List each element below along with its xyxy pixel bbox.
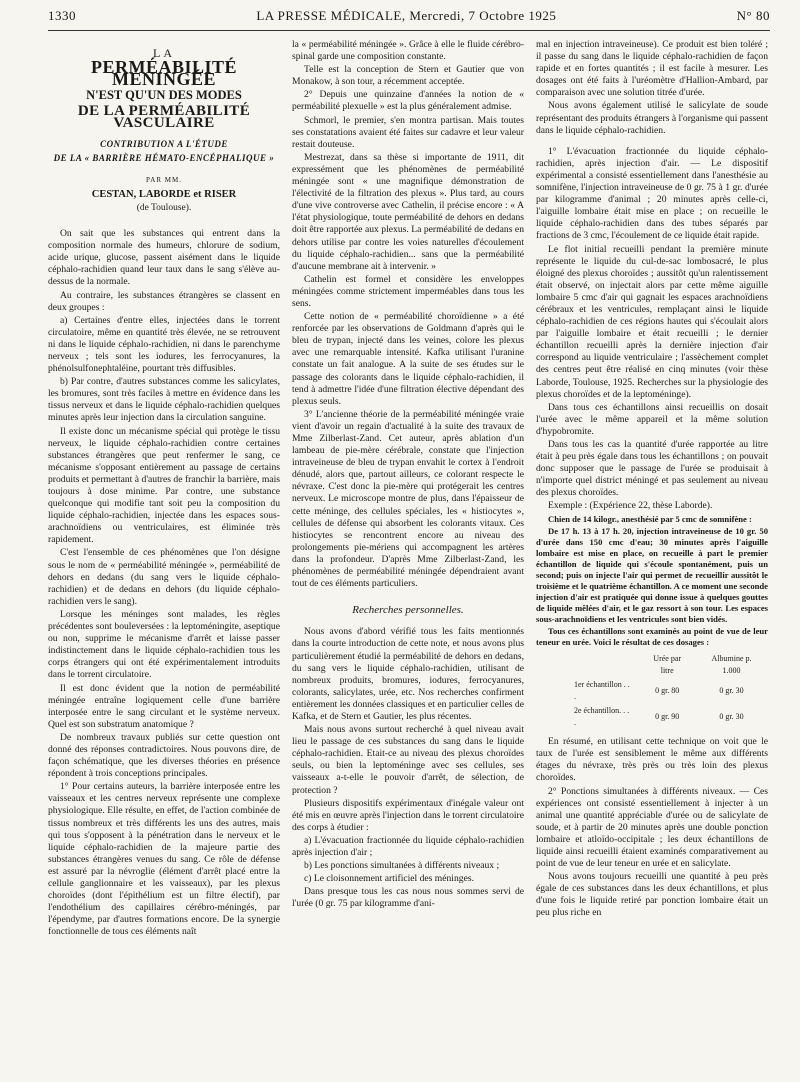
contribution-line-1: CONTRIBUTION A L'ÉTUDE xyxy=(100,138,228,149)
paragraph: b) Par contre, d'autres substances comme les salicylates, les bromures, sont très faciles à mettre en évidence dans les tissus nerveux et dans le liquide céphalo-rachidien quelques minutes après leur injection dans la circulation sanguine. xyxy=(48,376,280,424)
paragraph: 1° L'évacuation fractionnée du liquide céphalo-rachidien, après injection d'air. — Le dispositif expérimental a consisté essentiellement dans l'anesthésie au somnifène, l'injection intraveineuse de 0 gr. 75 à 1 gr. d'urée par kilogramme d'animal ; 20 minutes après celle-ci, l'aiguille lombaire était mise en place ; on recueille le liquide céphalo-rachidien dans des tubes séparés par fractions de 3 cmc, l'écoulement de ce liquide était rapide. xyxy=(536,145,768,242)
paragraph: Mais nous avons surtout recherché à quel niveau avait lieu le passage de ces substances du sang dans le liquide céphalo-rachidien. Etait-ce au niveau des plexus choroïdes seuls, ou bien la leptoméninge avec ses cellules, ses vaisseaux a-t-elle le pouvoir d'arrêt, de sélection, de protection ? xyxy=(292,724,524,796)
paragraph: a) Certaines d'entre elles, injectées dans le torrent circulatoire, même en quantité très élevée, ne se retrouvent ni dans le liquide céphalo-rachidien, ni dans le parenchyme nerveux ; tels sont les iodures, les ferrocyanures, la phénolsulfonephtaléine, pourtant très diffusibles. xyxy=(48,314,280,375)
paragraph: la « perméabilité méningée ». Grâce à elle le fluide cérébro-spinal garde une composition constante. xyxy=(292,39,524,63)
section-heading: Recherches personnelles. xyxy=(352,604,464,617)
paragraph: Nous avons également utilisé le salicylate de soude représentant des produits étrangers à l'organisme qui passent dans le liquide céphalo-rachidien. xyxy=(536,100,769,136)
paragraph: mal en injection intraveineuse). Ce produit est bien toléré ; il passe du sang dans le liquide céphalo-rachidien de façon rapide et en fortes quantités ; il est facile à mesurer. Les dosages ont été faits à l'uréomètre d'Hallion-Ambard, par comparaison avec une solution titrée d'urée. xyxy=(536,39,768,99)
paragraph: De nombreux travaux publiés sur cette question ont donné des réponses contradictoires. Nous pouvons dire, de façon schématique, que les diverses théories en présence répondent à trois conceptions principales. xyxy=(48,731,280,780)
paragraph: 1° Pour certains auteurs, la barrière interposée entre les vaisseaux et les centres nerveux représente une complexe physiologique. Elle résulte, en effet, de l'action combinée de tissus nombreux et très différents les uns des autres, mais qui tous s'opposent à la pénétration dans le nerveux et le liquide céphalo-rachidien de la majeure partie des substances étrangères venues du sang. Ce rôle de défense est assuré par la névroglie (élément d'arrêt placé entre la cellule ganglionnaire et les vaisseaux), par les plexus choroïdes (dont l'épithélium est un filtre électif), par l'endothélium des capillaires cérébro-méningés, par l'épendyme, par d'autres formations encore. De la synergie fonctionnelle de tous ces éléments naît xyxy=(48,781,280,938)
paragraph: Au contraire, les substances étrangères se classent en deux groupes : xyxy=(48,289,280,313)
dosage-table xyxy=(566,652,768,731)
paragraph: 3° L'ancienne théorie de la perméabilité méningée vraie vient d'avoir un regain d'actualité à la suite des travaux de Mme Zilberlast-Zand. Cet auteur, après ablation d'un lambeau de pie-mère cérébrale, constate que l'injection intraveineuse de bleu de trypan envahit le cortex à l'endroit dénudé, alors que, partout ailleurs, ce colorant respecte le névraxe. C'est donc la pie-mère qui protégerait les centres nerveux. Le microscope montre de plus, dans l'épaisseur de cette méninge, des cellules spéciales, les « histiocytes », cellules de défense qui absorbent les colorants vitaux. Ces histiocytes se rencontrent encore au niveau des prolongements pie-mériens qui accompagnent les artères dans la profondeur. D'après Mme Zilberlast-Zand, les phénomènes de perméabilité méningée dépendraient avant tout de ces éléments particuliers. xyxy=(292,408,524,590)
column-2 xyxy=(292,39,524,939)
table-cell: 1er échantillon . . . xyxy=(574,679,630,701)
paragraph: Plusieurs dispositifs expérimentaux d'inégale valeur ont été mis en œuvre après l'injection dans le torrent circulatoire des corps à étudier : xyxy=(292,797,524,833)
paragraph: Dans presque tous les cas nous nous sommes servi de l'urée (0 gr. 75 par kilogramme d'ani- xyxy=(292,886,524,910)
paragraph: Exemple : (Expérience 22, thèse Laborde). xyxy=(548,500,713,512)
table-header: Albumine p. 1.000 xyxy=(711,653,752,675)
authors: CESTAN, LABORDE et RISER xyxy=(91,188,237,200)
paragraph: Telle est la conception de Stern et Gautier que von Monakow, à son tour, a récemment acceptée. xyxy=(292,64,524,88)
article-title: PERMÉABILITÉ MÉNINGÉE xyxy=(90,57,238,90)
article-subtitle-2: DE LA PERMÉABILITÉ VASCULAIRE xyxy=(77,103,251,132)
paragraph: Lorsque les méninges sont malades, les règles précédentes sont bouleversées : la leptoméningite, aseptique ou non, supprime le mécanisme d'arrêt et laisse passer indistinctement dans le liquide céphalo-rachidien tous les corps étrangers qui ont été expérimentalement introduits dans le torrent circulatoire. xyxy=(48,608,280,681)
paragraph: 2° Depuis une quinzaine d'années la notion de « perméabilité plexuelle » est la plus généralement admise. xyxy=(292,89,524,113)
issue-number: N° 80 xyxy=(736,8,770,23)
table-cell: 0 gr. 80 xyxy=(655,685,680,695)
running-header xyxy=(48,8,770,31)
paragraph: Dans tous ces échantillons ainsi recueillis on dosait l'urée avec le même appareil et la même solution d'hypobromite. xyxy=(536,401,768,437)
table-cell: 0 gr. 30 xyxy=(719,685,744,695)
table-cell: 0 gr. 90 xyxy=(655,711,680,721)
contribution-line-2: DE LA « BARRIÈRE HÉMATO-ENCÉPHALIQUE » xyxy=(53,152,275,163)
table-row xyxy=(566,678,768,704)
par-line: PAR MM. xyxy=(146,175,182,184)
column-3 xyxy=(536,39,768,939)
journal-line: LA PRESSE MÉDICALE, Mercredi, 7 Octobre 1925 xyxy=(256,8,557,23)
table-cell: 0 gr. 30 xyxy=(719,711,744,721)
paragraph: Schmorl, le premier, s'en montra partisan. Mais toutes ses constatations avaient été faites sur cadavre et leur valeur restait douteuse. xyxy=(292,114,524,150)
table-corner xyxy=(566,652,639,678)
title-la: LA xyxy=(153,46,175,60)
paragraph: En résumé, en utilisant cette technique on voit que le taux de l'urée est sensiblement le même aux différents étages du névraxe, très près ou très loin des plexus choroïdes. xyxy=(536,736,768,784)
experiment-text: Tous ces échantillons sont examinés au point de vue de leur teneur en urée. Voici le résultat de ces dosages : xyxy=(536,625,768,647)
paragraph: On sait que les substances qui entrent dans la composition normale des humeurs, chlorure de sodium, acide urique, glucose, passent aisément dans le liquide céphalo-rachidien quand leur taux dans le sang s'élève au-dessus de la normale. xyxy=(48,228,280,288)
article-title-block xyxy=(48,47,280,214)
paragraph: 2° Ponctions simultanées à différents niveaux. — Ces expériences ont consisté essentiellement à injecter à un animal une quantité appréciable d'urée ou de salicylate de soude, et à partir de 20 minutes après une double ponction lombaire et atloïdo-occipitale ; les deux échantillons de liquide ainsi recueilli étaient examinés comparativement au point de vue de leur teneur en urée et en salicylate. xyxy=(536,785,768,870)
article-subtitle-1: N'EST QU'UN DES MODES xyxy=(86,88,242,103)
text-columns xyxy=(48,39,770,939)
table-row xyxy=(566,704,768,730)
paragraph: Nous avons toujours recueilli une quantité à peu près égale de ces substances dans les deux échantillons, et plus d'une fois le liquide retiré par ponction lombaire était un peu plus riche en xyxy=(536,871,768,919)
paragraph: Dans tous les cas la quantité d'urée rapportée au litre était à peu près égale dans tous les échantillons ; on pouvait donc supposer que le passage de l'urée se produisait à n'importe quel district méningé et pas seulement au niveau des plexus choroïdes. xyxy=(536,439,768,499)
paragraph: Cette notion de « perméabilité choroïdienne » a été renforcée par les observations de Goldmann d'après qui le bleu de trypan, injecté dans les veines, colore les plexus avec une remarquable intensité. Kafka utilisant l'uranine constate un fait analogue. A la suite de ses études sur le passage des colorants dans le liquide céphalo-rachidien, il tend à admettre l'idée d'une filtration élective dépendant des plexus seuls. xyxy=(292,311,524,407)
experiment-text: De 17 h. 13 à 17 h. 20, injection intraveineuse de 10 gr. 50 d'urée dans 150 cmc d'eau; 30 minutes après l'aiguille lombaire est mise en place, on recueille à part le premier échantillon de liquide qui s'écoule spontanément, puis un second; puis on injecte l'air qui permet de recueillir aussitôt le troisième et le quatrième échantillon. A ce moment une seconde injection d'air est pratiquée qui donne issue à quelques gouttes de liquide mêlées d'air, et le gaz ressort à son tour. Les espaces sous-arachnoïdiens et les ventricules sont bien vidés. xyxy=(536,525,768,624)
paragraph: Le flot initial recueilli pendant la première minute représente le liquide du cul-de-sac lombosacré, le plus éloigné des plexus choroïdes ; aussitôt qu'un ralentissement était observé, on injectait alors par cette même aiguille lombaire 5 cmc d'air qui gagnait les espaces arachnoïdiens cérébraux et les ventricules, remplaçant ainsi le liquide céphalo-rachidien de ces régions hautes qui s'écoulait alors par l'aiguille lombaire et était recueilli ; le dernier échantillon recueilli après la dernière injection d'air correspond au liquide ventriculaire ; l'assèchement complet des centres peut être réalisé en cinq minutes (voir thèse Laborde, Toulouse, 1925. Recherches sur la physiologie des plexus choroïdes et de la leptoméninge). xyxy=(536,243,768,400)
list-item: a) L'évacuation fractionnée du liquide céphalo-rachidien après injection d'air ; xyxy=(292,834,524,858)
spacer xyxy=(536,138,768,146)
list-item: c) Le cloisonnement artificiel des méninges. xyxy=(304,873,474,885)
table-cell: 2e échantillon. . . . xyxy=(574,705,630,728)
page-number: 1330 xyxy=(48,8,76,23)
paragraph: C'est l'ensemble de ces phénomènes que l'on désigne sous le nom de « perméabilité méningée », perméabilité de dehors en dedans (du sang vers le liquide céphalo-rachidien) et de dedans en dehors (du liquide céphalo-rachidien vers le sang). xyxy=(48,547,280,607)
paragraph: Nous avons d'abord vérifié tous les faits mentionnés dans la courte introduction de cette note, et nous avons plus particulièrement étudié la perméabilité de dehors en dedans, du sang vers le liquide céphalo-rachidien, utilisant de nombreux produits, bromures, iodures, ferrocyanures, colorants, salicylates, urée, etc. Nos recherches confirment entièrement les données classiques et en particulier celles de Kafka, et de Stern et Gautier, les plus récentes. xyxy=(292,626,524,722)
paragraph: Mestrezat, dans sa thèse si importante de 1911, dit expressément que les phénomènes de perméabilité méningée sont « une magnifique démonstration de l'électivité de la filtration des plexus ». Plus tard, au cours d'une vive controverse avec Cathelin, il précise encore : « A l'état physiologique, toute perméabilité de dehors en dedans doit être rapportée aux plexus. La perméabilité de dedans en dehors utilise par contre les voies naturelles d'écoulement du liquide céphalo-rachidien... sans que la perméabilité d'aucune membrane ait à intervenir. » xyxy=(292,151,524,272)
column-1 xyxy=(48,39,280,939)
experiment-text: Chien de 14 kilogr., anesthésié par 5 cmc de somnifène : xyxy=(548,513,752,524)
paragraph: Il est donc évident que la notion de perméabilité méningée entraîne logiquement celle d'une barrière interposée entre le sang circulant et le système nerveux. Quel est son substratum anatomique ? xyxy=(48,682,280,730)
list-item: b) Les ponctions simultanées à différents niveaux ; xyxy=(304,860,500,872)
table-header: Urée par litre xyxy=(653,653,682,675)
paragraph: Cathelin est formel et considère les enveloppes méningées comme strictement imperméables dans tous les sens. xyxy=(292,273,524,309)
affiliation: (de Toulouse). xyxy=(136,202,192,213)
paragraph: Il existe donc un mécanisme spécial qui protège le tissu nerveux, le liquide céphalo-rachidien contre certaines substances étrangères que peut renfermer le sang, ce mécanisme s'opposant entièrement au passage de certains produits et permettant à d'autres de franchir la barrière, mais toujours à dose minime. Par contre, une substance quelconque qui modifie tant soit peu la composition du liquide céphalo-rachidien, injectée dans les espaces sous-arachnoïdiens ou ventriculaires, est éliminée très rapidement. xyxy=(48,425,280,546)
